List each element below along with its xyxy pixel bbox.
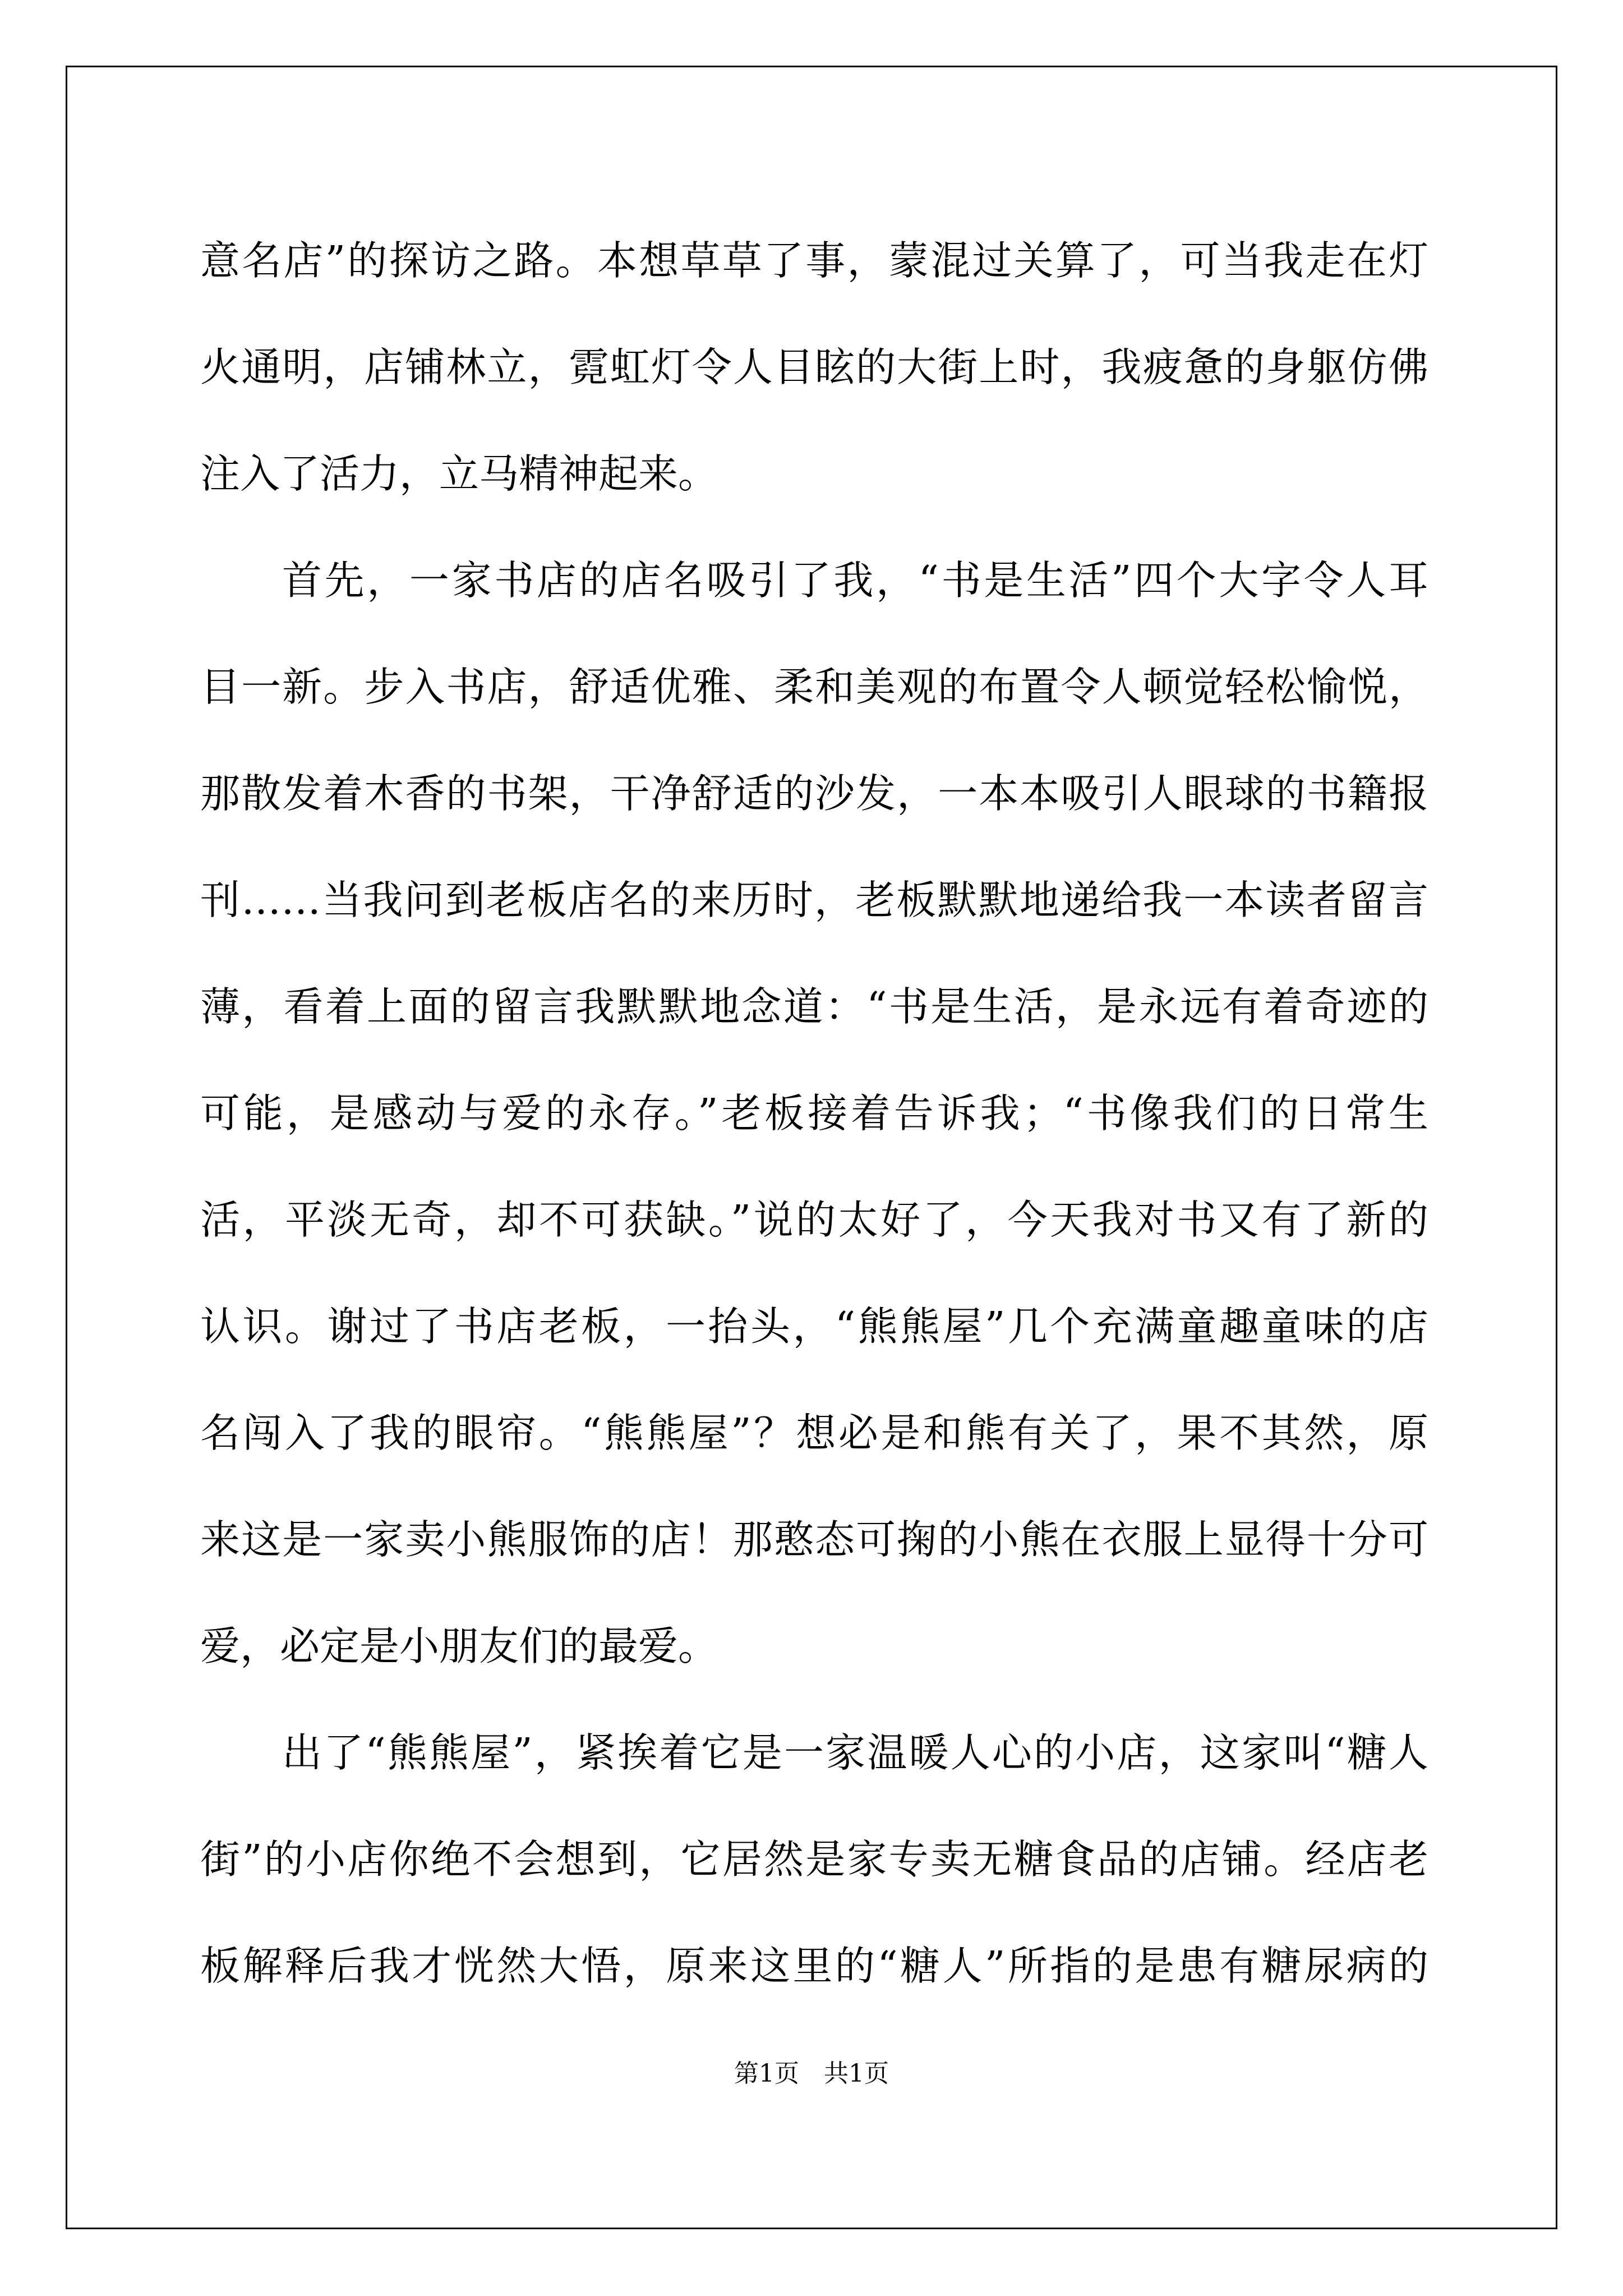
text-line: 意名店”的探访之路。本想草草了事，蒙混过关算了，可当我走在灯 xyxy=(200,237,1428,284)
text-line: 出了“熊熊屋”，紧挨着它是一家温暖人心的小店，这家叫“糖人 xyxy=(282,1729,1428,1776)
text-line: 板解释后我才恍然大悟，原来这里的“糖人”所指的是患有糖尿病的 xyxy=(200,1943,1428,1989)
text-line: 名闯入了我的眼帘。“熊熊屋”？想必是和熊有关了，果不其然，原 xyxy=(200,1410,1428,1456)
text-line: 街”的小店你绝不会想到，它居然是家专卖无糖食品的店铺。经店老 xyxy=(200,1836,1428,1883)
text-line: 来这是一家卖小熊服饰的店！那憨态可掬的小熊在衣服上显得十分可 xyxy=(200,1516,1428,1563)
text-line: 可能，是感动与爱的永存。”老板接着告诉我；“书像我们的日常生 xyxy=(200,1090,1428,1137)
text-line: 首先，一家书店的店名吸引了我，“书是生活”四个大字令人耳 xyxy=(282,557,1428,604)
text-line: 薄，看着上面的留言我默默地念道：“书是生活，是永远有着奇迹的 xyxy=(200,983,1428,1030)
text-line: 认识。谢过了书店老板，一抬头，“熊熊屋”几个充满童趣童味的店 xyxy=(200,1303,1428,1350)
text-line: 注入了活力，立马精神起来。 xyxy=(200,450,718,497)
document-body xyxy=(200,208,1428,2019)
text-line: 火通明，店铺林立，霓虹灯令人目眩的大街上时，我疲惫的身躯仿佛 xyxy=(200,344,1428,390)
text-line: 那散发着木香的书架，干净舒适的沙发，一本本吸引人眼球的书籍报 xyxy=(200,770,1428,817)
text-line: 爱，必定是小朋友们的最爱。 xyxy=(200,1623,718,1669)
text-line: 刊……当我问到老板店名的来历时，老板默默地递给我一本读者留言 xyxy=(200,877,1428,923)
text-line: 活，平淡无奇，却不可获缺。”说的太好了，今天我对书又有了新的 xyxy=(200,1197,1428,1243)
text-line: 目一新。步入书店，舒适优雅、柔和美观的布置令人顿觉轻松愉悦， xyxy=(200,664,1428,710)
page-number-footer: 第1页 共1页 xyxy=(734,2059,889,2088)
